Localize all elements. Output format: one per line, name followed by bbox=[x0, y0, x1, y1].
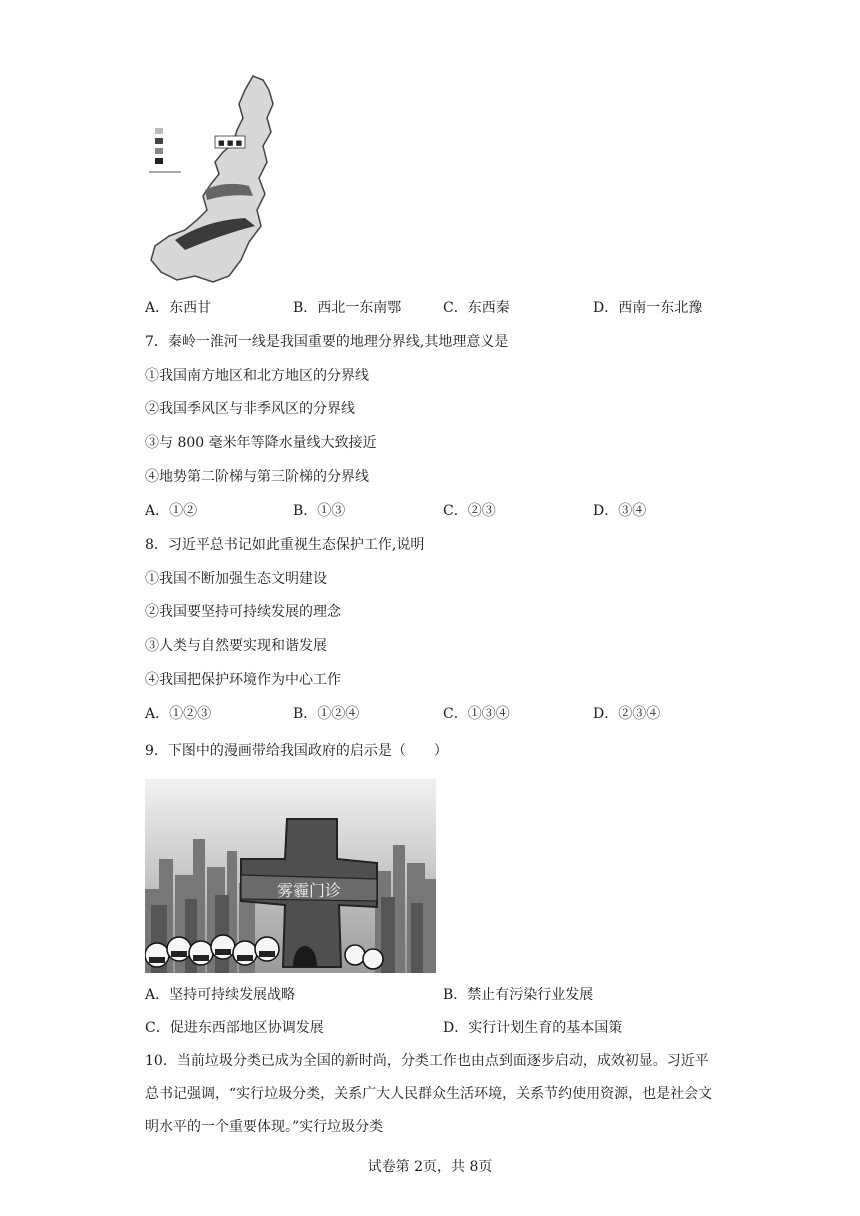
cartoon-sign-text: 雾霾门诊 bbox=[276, 881, 342, 900]
q7-item-3: ③与 800 毫米年等降水量线大致接近 bbox=[145, 435, 377, 451]
q6-option-b: B．西北一东南鄂 bbox=[293, 300, 402, 316]
q8-stem: 8．习近平总书记如此重视生态保护工作,说明 bbox=[145, 537, 425, 553]
q9-option-c: C．促进东西部地区协调发展 bbox=[145, 1020, 324, 1036]
q7-stem: 7．秦岭一淮河一线是我国重要的地理分界线,其地理意义是 bbox=[145, 334, 509, 350]
q6-option-c: C．东西秦 bbox=[443, 300, 510, 316]
q8-item-3: ③人类与自然要实现和谐发展 bbox=[145, 638, 327, 654]
q7-option-b: B．①③ bbox=[293, 503, 346, 519]
q7-option-a: A．①② bbox=[145, 503, 198, 519]
q8-option-d: D．②③④ bbox=[593, 706, 661, 722]
smog-clinic-cartoon bbox=[145, 779, 436, 973]
q7-item-1: ①我国南方地区和北方地区的分界线 bbox=[145, 368, 369, 384]
province-map-figure bbox=[145, 70, 280, 290]
q6-option-d: D．西南一东北豫 bbox=[593, 300, 703, 316]
q10-stem: 10．当前垃圾分类已成为全国的新时尚，分类工作也由点到面逐步启动，成效初显。习近平总书记强调，“实行垃圾分类，关系广大人民群众生活环境，关系节约使用资源，也是社会文明水平的一个重要体现。”实行垃圾分类 bbox=[145, 1053, 713, 1135]
q8-option-b: B．①②④ bbox=[293, 706, 360, 722]
q7-item-2: ②我国季风区与非季风区的分界线 bbox=[145, 401, 355, 417]
q9-option-a: A．坚持可持续发展战略 bbox=[145, 987, 296, 1003]
q6-option-a: A．东西甘 bbox=[145, 300, 212, 316]
q7-option-c: C．②③ bbox=[443, 503, 496, 519]
svg-text:■ ■ ■: ■ ■ ■ bbox=[218, 139, 243, 147]
q9-stem: 9．下图中的漫画带给我国政府的启示是（ ） bbox=[145, 743, 448, 759]
cartoon-image bbox=[145, 779, 436, 973]
q8-item-4: ④我国把保护环境作为中心工作 bbox=[145, 672, 341, 688]
q8-item-1: ①我国不断加强生态文明建设 bbox=[145, 571, 327, 587]
q7-item-4: ④地势第二阶梯与第三阶梯的分界线 bbox=[145, 469, 369, 485]
page-footer: 试卷第 2页，共 8页 bbox=[367, 1159, 493, 1175]
q8-item-2: ②我国要坚持可持续发展的理念 bbox=[145, 604, 341, 620]
province-map-image bbox=[145, 70, 280, 290]
q9-option-b: B．禁止有污染行业发展 bbox=[443, 987, 594, 1003]
q7-option-d: D．③④ bbox=[593, 503, 647, 519]
q8-option-a: A．①②③ bbox=[145, 706, 212, 722]
q9-option-d: D．实行计划生育的基本国策 bbox=[443, 1020, 623, 1036]
q8-option-c: C．①③④ bbox=[443, 706, 510, 722]
